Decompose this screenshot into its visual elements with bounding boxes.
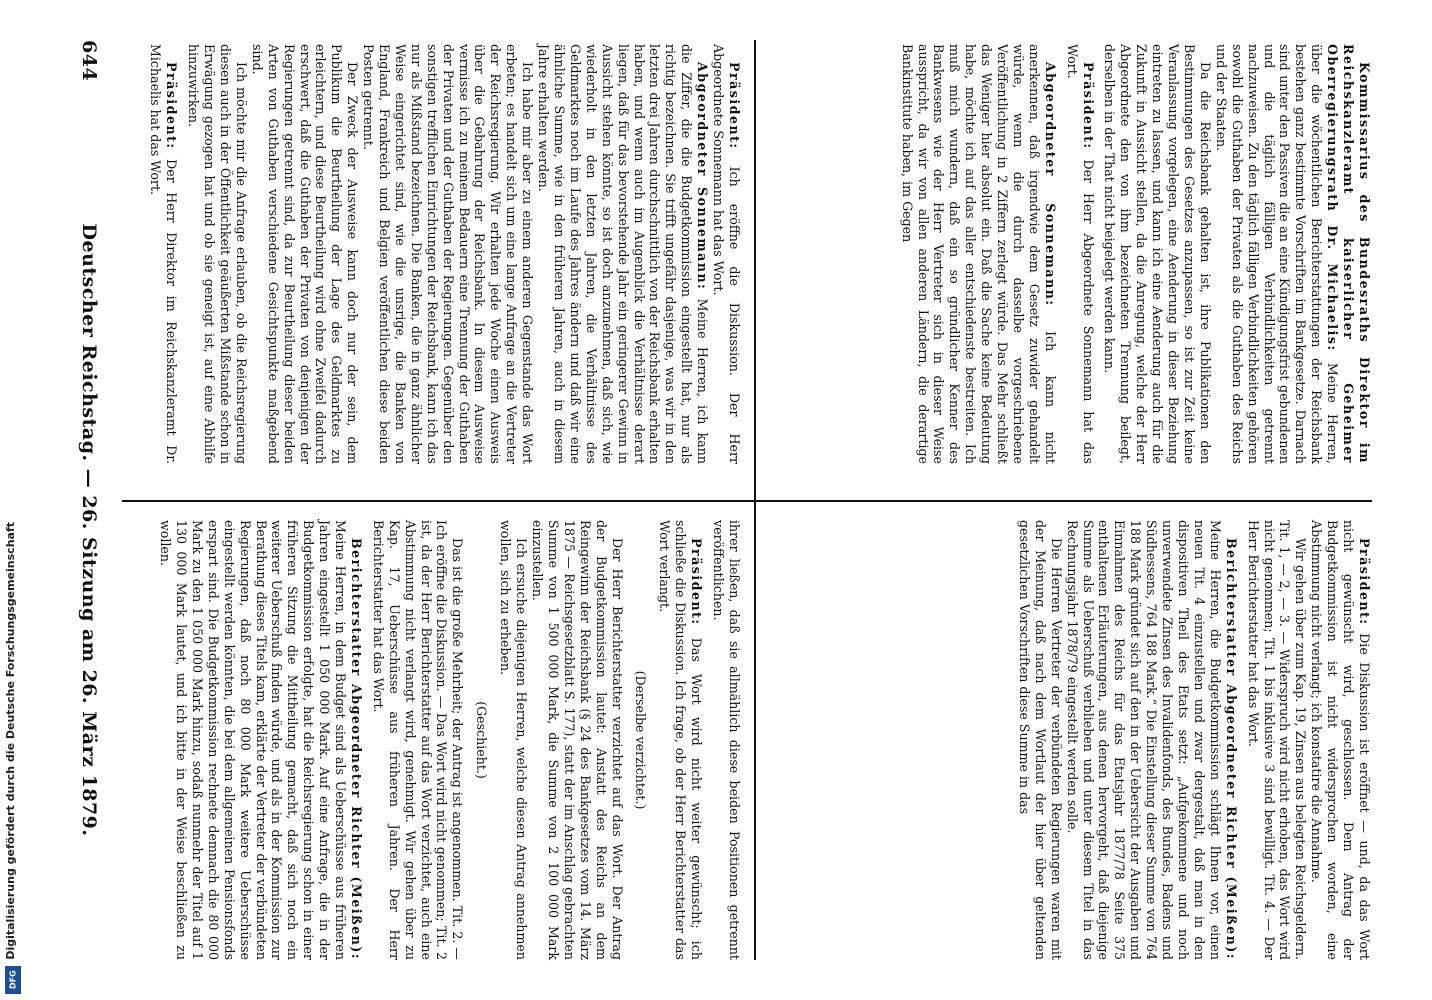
paragraph: Die Herren Vertreter der verbündeten Regierungen waren mit der Meinung, daß nach dem Wortlaut der hier über geltenden gesetzlichen Vorschriften diese Summe in das	[1016, 520, 1064, 960]
paragraph: Präsident: Der Herr Direktor im Reichskanzleramt Dr. Michaelis hat das Wort.	[148, 44, 180, 464]
stage-direction: (Derselbe verzichtet.)	[633, 670, 649, 810]
paragraph: Der Herr Berichterstatter verzichtet auf das Wort. Der Antrag der Budgetkommission lautet: Anstatt des Reichs an dem Reingewinn der Reichsbank (§ 24 des Bankgesetzes vom 14. März 1875 — Reichsgesetzblatt S. 177), statt der im Anschlag gebrachten Summe von 1 500 000 Mark, die Summe von 2 100 000 Mark einzustellen.	[530, 520, 625, 960]
paragraph: Abgeordneter Sonnemann: Ich kann nicht anerkennen, daß irgendwie dem Gesetz zuwider gehandelt würde, wenn die durch dasselbe vorgeschriebene Veröffentlichung in 2 Ziffern zerlegt würde. Das Mehr schließt das Weniger hier absolut ein. Daß die Sache keine Bedeutung habe, möchte ich auf das aller entschiedenste bestreiten. Ich muß mich wundern, daß ein so gründlicher Kenner des Bankwesens wie der Herr Vertreter sich in dieser Weise ausspricht, da wir von allen anderen Ländern, die derartige Bankinstitute haben, im Gegen	[899, 44, 1058, 464]
paragraph: Berichterstatter Abgeordneter Richter (Meißen): Meine Herren, die Budgetkommission schlägt Ihnen vor, einen neuen Tit. 4 einzustellen und zwar dergestalt, daß man in den dispositiven Theil des Etats setzt: „Aufgekommene und noch unverwendete Zinsen des Invalidenfonds, des Bundes, Badens und Südhessens, 764 188 Mark.“ Die Einstellung dieser Summe von 764 188 Mark gründet sich auf den in der Uebersicht der Ausgaben und Einnahmen des Reichs für das Etatsjahr 1877/78 Seite 375 enthaltenen Erläuterungen, aus denen hervorgeht, daß diejenige Summe als Ueberschuß verblieben und unter diesem Titel in das Rechnungsjahr 1878/79 eingestellt werden solle.	[1064, 520, 1239, 960]
paragraph: Ich ersuche diejenigen Herren, welche diesen Antrag annehmen wollen, sich zu erheben.	[498, 520, 530, 960]
paragraph: Der Zweck der Ausweise kann doch nur der sein, dem Publikum die Beurtheilung der Lage des Geldmarktes zu erleichtern, und diese Beurtheilung wird ohne Zweifel dadurch erschwert, daß die Guthaben der Privaten von denjenigen der Regierungen getrennt sind, da zur Beurtheilung dieser beiden Arten von Guthaben verschiedene Gesichtspunkte maßgebend sind.	[249, 44, 361, 464]
paragraph: Das ist die große Mehrheit; der Antrag ist angenommen. Tit. 2. — Ich eröffne die Diskussion. — Das Wort wird nicht genommen; Tit. 2 ist, da der Herr Berichterstatter auf das Wort verzichtet, auch eine Abstimmung nicht verlangt wird, genehmigt. Wir gehen über zu Kap. 17, Ueberschüsse aus früheren Jahren. Der Herr Berichterstatter hat das Wort.	[370, 520, 466, 960]
column-right	[122, 520, 742, 960]
digitization-footer	[4, 0, 24, 1000]
paragraph: Da die Reichsbank gehalten ist, ihre Publikationen den Bestimmungen des Gesetzes anzupassen, so ist zur Zeit keine Veranlassung vorgelegen, eine Aenderung in dieser Beziehung eintreten zu lassen, und kann ich eine Aenderung auch für die Zukunft in Aussicht stellen, da die Anregung, welche der Herr Abgeordnete den von ihm bezeichneten Trennung beilegt, derselben in der That nicht beigelegt werden kann.	[1102, 44, 1213, 464]
page-number: 644	[78, 40, 100, 82]
paragraph: Berichterstatter Abgeordneter Richter (Meißen): Meine Herren, in dem Budget sind als Ueberschüsse aus früheren Jahren eingestellt 1 050 000 Mark. Auf eine Anfrage, die in der Budgetkommission erfolgte, hat die Reichsregierung schon in einer früheren Sitzung die Mittheilung gemacht, daß sich noch ein weiterer Ueberschuß finden würde, und als in der Kommission zur Berathung dieses Titels kam, erklärte der Vertreter der verbündeten Regierungen, daß noch 80 000 Mark weitere Ueberschüsse eingestellt werden könnten, die bei dem allgemeinen Pensionsfonds erspart sind. Die Budgetkommission rechnete demnach die 80 000 Mark zu den 1 050 000 Mark hinzu, sodaß nunmehr der Titel auf 1 130 000 Mark lautet, und ich bitte in der Weise beschließen zu wollen.	[158, 520, 364, 960]
digitization-note: Digitalisierung gefördert durch die Deutsche Forschungsgemeinschaft	[4, 522, 17, 960]
stage-direction: (Geschieht.)	[474, 701, 490, 779]
paragraph: Ich habe mir aber zu einem anderen Gegenstande das Wort erbeten; es handelt sich um eine lange Anfrage an die Vertreter der Reichsregierung. Wir erhalten jede Woche einen Ausweis über die Gebahrung der Reichsbank. In diesem Ausweise vermisse ich zu meinem Bedauern eine Trennung der Guthaben der Privaten und der Guthaben der Regierungen. Gegenüber den sonstigen trefflichen Einrichtungen der Reichsbank, kann ich das nur als Mißstand bezeichnen. Die Banken, die in ganz ähnlicher Weise eingerichtet sind, wie die unsrige, die Banken von England, Frankreich und Belgien veröffentlichen diese beiden Posten getrennt.	[361, 44, 536, 464]
paragraph: Präsident: Die Diskussion ist eröffnet — und, da das Wort nicht gewünscht wird, geschlossen. Dem Antrag der Budgetkommission ist nicht widersprochen worden, eine Abstimmung nicht verlangt; ich konstatire die Annahme.	[1309, 520, 1372, 960]
page-header-title: Deutscher Reichstag. — 26. Sitzung am 26. März 1879.	[78, 223, 100, 837]
paragraph: Präsident: Der Herr Abgeordnete Sonnemann hat das Wort.	[1064, 44, 1096, 464]
paragraph: ihrer ließen, daß sie allmählich diese beiden Positionen getrennt veröffentlichen.	[711, 520, 742, 960]
section-divider	[754, 40, 756, 960]
paragraph: Wir gehen über zum Kap. 19, Zinsen aus belegten Reichsgeldern. Tit. 1, — 2, — 3. — Widerspruch wird nicht erhoben, das Wort wird nicht genommen; Tit. 1 bis inklusive 3 sind bewilligt. Tit. 4. — Der Herr Berichterstatter hat das Wort.	[1245, 520, 1309, 960]
running-head	[76, 40, 102, 960]
paragraph: Präsident: Ich eröffne die Diskussion. Der Herr Abgeordnete Sonnemann hat das Wort.	[711, 44, 742, 464]
column-left	[122, 44, 742, 464]
dfg-logo: DFG	[5, 966, 21, 994]
column-right-lower	[772, 520, 1372, 960]
column-left-lower	[772, 44, 1372, 464]
paragraph: Kommissarius des Bundesraths Direktor im Reichskanzleramt kaiserlicher Geheimer Oberregierungsrath Dr. Michaelis: Meine Herren, über die wöchentlichen Berichterstattungen der Reichsbank bestehen ganz bestimmte Vorschriften im Bankgesetze. Darnach sind unter den Passiven die an eine Kündigungsfrist gebundenen und die täglich fälligen Verbindlichkeiten getrennt nachzuweisen. Zu den täglich fälligen Verbindlichkeiten gehören sowohl die Guthaben der Privaten als die Guthaben des Reichs und der Staaten.	[1213, 44, 1372, 464]
paragraph: Abgeordneter Sonnemann: Meine Herren, ich kann die Ziffer, die die Budgetkommission eingestellt hat, nur als richtig bezeichnen. Sie trifft ungefähr dasjenige, was wir in den letzten drei Jahren durchschnittlich von der Reichsbank erhalten haben, und wenn auch im Augenblick die Verhältnisse derart liegen, daß für das bevorstehende Jahr ein geringerer Gewinn in Aussicht stehen könnte, so ist doch anzunehmen, daß sich, wie wiederholt in den letzten Jahren, die Verhältnisse des Geldmarktes noch im Laufe des Jahres ändern und daß wir eine ähnliche Summe, wie in den früheren Jahren, auch in diesem Jahre erhalten werden.	[536, 44, 711, 464]
paragraph: Ich möchte mir die Anfrage erlauben, ob die Reichsregierung diesen auch in der Öffentlichkeit geäußerten Mißstande schon in Erwägung gezogen hat und ob sie geneigt ist, auf eine Abhilfe hinzuwirken.	[186, 44, 249, 464]
paragraph: Präsident: Das Wort wird nicht weiter gewünscht; ich schließe die Diskussion. Ich frage, ob der Herr Berichterstatter das Wort verlangt.	[657, 520, 705, 960]
column-divider	[122, 500, 1372, 502]
